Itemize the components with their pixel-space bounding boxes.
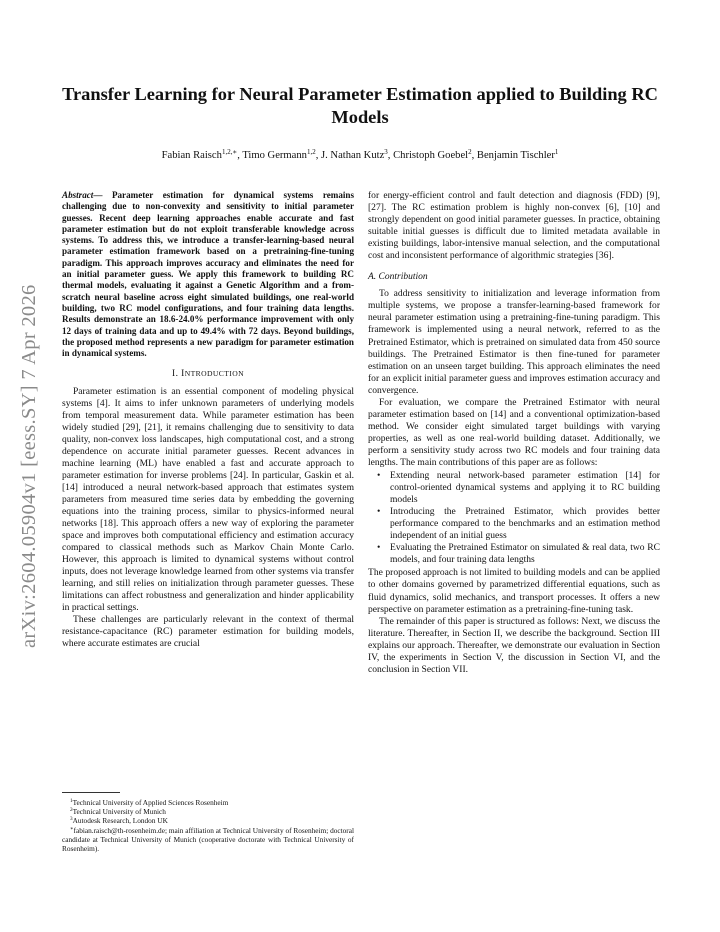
contribution-paragraph-3: The proposed approach is not limited to building models and can be applied to other domains governed by parametrized differential equations, such as fluid dynamics, solid mechanics, and transport processes. It offers a new perspective on parameter estimation as a pretraining-fine-tuning task.: [368, 567, 660, 615]
arxiv-identifier: arXiv:2604.05904v1 [eess.SY] 7 Apr 2026: [18, 284, 40, 648]
footnotes: [62, 792, 354, 853]
contribution-paragraph-1: To address sensitivity to initialization and leverage information from multiple systems, we propose a transfer-learning-based framework for neural parameter estimation using a pretraining-fine-tuning paradigm. This framework is implemented using a neural network, referred to as the Pretrained Estimator, which is pretrained on simulated data from 450 source buildings. The Pretrained Estimator is then fine-tuned for parameter estimation on an unseen target building. This approach eliminates the need for an explicit initial parameter guess and improves estimation accuracy and convergence.: [368, 288, 660, 396]
footnote: [62, 816, 354, 825]
list-item: [368, 542, 660, 566]
author-name: Fabian Raisch: [161, 150, 222, 161]
footnote-mark: 2: [70, 807, 73, 814]
abstract-label: Abstract: [62, 190, 94, 200]
left-column: [62, 190, 354, 651]
footnote-text: Autodesk Research, London UK: [72, 816, 168, 826]
footnote-rule: [62, 792, 120, 793]
contribution-paragraph-2: For evaluation, we compare the Pretrained Estimator with neural parameter estimation based on [14] and a conventional optimization-based method. We consider eight simulated target buildings with varying properties, as well as one real-world building dataset. Additionally, we perform a sensitivity study across two RC models and four training data lengths. The main contributions of this paper are as follows:: [368, 396, 660, 468]
author-name: J. Nathan Kutz: [321, 150, 385, 161]
list-item: [368, 470, 660, 506]
intro-paragraph-2: These challenges are particularly relevant in the context of thermal resistance-capacitance (RC) parameter estimation for building models, where accurate estimates are crucial: [62, 614, 354, 650]
contribution-list: [368, 470, 660, 566]
author-name: Benjamin Tischler: [476, 150, 555, 161]
bullet-icon: •: [377, 506, 381, 518]
author-name: Timo Germann: [242, 150, 307, 161]
right-column: [368, 190, 660, 676]
abstract-text: — Parameter estimation for dynamical systems remains challenging due to non-convexity and sensitivity to initial parameter guesses. Recent deep learning approaches enable accurate and fast parameter estimation but do not exploit transferable knowledge across systems. To address this, we introduce a transfer-learning-based neural parameter estimation framework based on a pretraining-fine-tuning paradigm. This approach improves accuracy and eliminates the need for an initial parameter guess. We apply this framework to building RC thermal models, evaluating it against a Genetic Algorithm and a from-scratch neural baseline across eight simulated buildings, one real-world building, two RC model configurations, and four training data lengths. Results demonstrate an 18.6-24.0% performance improvement with only 12 days of training data and up to 49.4% with 72 days. Beyond buildings, the proposed method represents a new paradigm for parameter estimation in dynamical systems.: [62, 190, 354, 359]
footnote-mark: 3: [70, 816, 73, 823]
intro-paragraph-1: Parameter estimation is an essential component of modeling physical systems [4]. It aims to infer unknown parameters of underlying models from temporal measurement data. While parameter estimation has been widely studied [29], [21], it remains challenging due to sensitivity to data quality, non-convex loss landscapes, high computational cost, and a strong dependence on accurate initial parameter guesses. Recent advances in machine learning (ML) have enabled a fast and accurate approach to parameter estimation for inverse problems [24]. In particular, Gaskin et al. [14] introduced a neural network-based approach that estimates system parameters from measured time series data by embedding the governing equations into the training process, similar to physics-informed neural networks [18]. This approach offers a new way of exploring the parameter space and improves both computational efficiency and estimation accuracy compared to classical methods such as Markov Chain Monte Carlo. However, this approach is limited to dynamical systems without control inputs, does not leverage knowledge learned from other systems via transfer learning, and still relies on initialization through parameter guesses. These limitations can affect robustness and generalization and hinder applicability in practical settings.: [62, 385, 354, 614]
author-affiliation: 1: [554, 148, 559, 156]
author-affiliation: 3: [384, 148, 388, 156]
footnote: [62, 798, 354, 807]
footnote: [62, 826, 354, 854]
section-heading-smallcaps: NTRODUCTION: [184, 369, 244, 379]
footnote-mark: 1: [70, 798, 73, 804]
section-heading-introduction: [62, 368, 354, 380]
section-numeral: I.: [172, 369, 179, 380]
list-item-text: Introducing the Pretrained Estimator, which provides better performance compared to the benchmarks and an estimation method independent of an initial guess: [390, 506, 660, 542]
footnote-text: Technical University of Munich: [72, 807, 166, 817]
footnote-text: Technical University of Applied Sciences Rosenheim: [72, 798, 229, 807]
author-affiliation: 2: [468, 148, 472, 156]
footnote: [62, 807, 354, 816]
footnote-text: fabian.raisch@th-rosenheim.de; main affiliation at Technical University of Rosenheim; doctoral candidate at Technical University of Munich (cooperative doctorate with Technical University of Rosenheim).: [62, 825, 354, 854]
author-affiliation: 1,2: [306, 148, 316, 156]
author-affiliation: 1,2,∗: [221, 148, 238, 156]
list-item-text: Extending neural network-based parameter estimation [14] for control-oriented dynamical systems and applying it to RC building models: [390, 470, 660, 506]
intro-paragraph-2-continued: for energy-efficient control and fault detection and diagnosis (FDD) [9], [27]. The RC estimation problem is highly non-convex [6], [10] and strongly dependent on good initial parameter guesses. In practice, obtaining suitable initial guesses is difficult due to limited metadata available in existing buildings, labor-intensive manual selection, and the computational cost and inconsistent performance of algorithmic strategies [36].: [368, 190, 660, 262]
subsection-heading-contribution: A. Contribution: [368, 272, 428, 283]
list-item-text: Evaluating the Pretrained Estimator on simulated & real data, two RC models, and four training data lengths: [390, 542, 660, 566]
author-name: Christoph Goebel: [393, 150, 469, 161]
author-list: Fabian Raisch$^{1,2,∗}$, Timo Germann$^{1,2}$, J. Nathan Kutz$^3$, Christoph Goebel$^2$, Benjamin Tischler$^1$: [161, 148, 559, 161]
contribution-paragraph-4: The remainder of this paper is structured as follows: Next, we discuss the literature. Thereafter, in Section II, we describe the background. Section III explains our approach. Thereafter, we demonstrate our evaluation in Section IV, the experiments in Section V, the discussion in Section VI, and the conclusion in Section VII.: [368, 615, 660, 675]
section-heading-initial: I: [181, 369, 185, 380]
bullet-icon: •: [377, 470, 381, 482]
paper-title: Transfer Learning for Neural Parameter Estimation applied to Building RC Models: [62, 84, 658, 127]
abstract: [62, 190, 354, 359]
bullet-icon: •: [377, 542, 381, 554]
list-item: [368, 506, 660, 542]
footnote-mark: ∗: [70, 825, 74, 832]
